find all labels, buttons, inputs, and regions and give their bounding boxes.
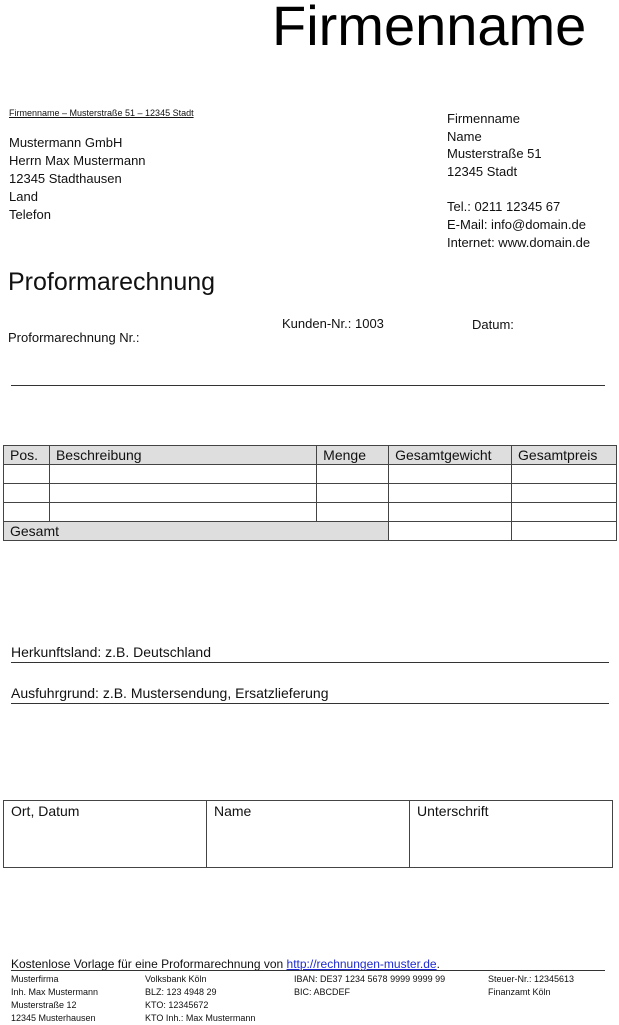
date-label: Datum: <box>472 317 514 332</box>
table-cell[interactable] <box>4 503 50 522</box>
return-address-line: Firmenname – Musterstraße 51 – 12345 Stadt <box>9 108 194 118</box>
document-title: Proformarechnung <box>8 268 216 296</box>
footer-note-end: . <box>436 957 440 971</box>
recipient-line: Herrn Max Mustermann <box>9 153 146 168</box>
footer-line: BIC: ABCDEF <box>294 987 351 997</box>
sender-website: Internet: www.domain.de <box>447 234 591 250</box>
total-weight-cell[interactable] <box>389 522 512 541</box>
invoice-number-label: Proformarechnung Nr.: <box>8 330 140 345</box>
footer-line: IBAN: DE37 1234 5678 9999 9999 99 <box>294 974 446 984</box>
table-cell[interactable] <box>389 484 512 503</box>
table-cell[interactable] <box>512 484 617 503</box>
total-price-cell[interactable] <box>512 522 617 541</box>
recipient-address <box>9 134 146 224</box>
table-cell[interactable] <box>4 484 50 503</box>
footer-line: Finanzamt Köln <box>488 987 551 997</box>
sender-spacer <box>447 180 590 198</box>
table-cell[interactable] <box>512 503 617 522</box>
footer-link[interactable]: http://rechnungen-muster.de <box>286 957 437 971</box>
footer-line: KTO Inh.: Max Mustermann <box>145 1013 256 1023</box>
sender-line: Firmenname <box>447 111 520 126</box>
table-row <box>4 503 617 522</box>
signature-cell[interactable]: Unterschrift <box>410 801 613 868</box>
footer-tax-column <box>488 973 574 999</box>
column-header-quantity: Menge <box>317 446 389 465</box>
footer-line: Volksbank Köln <box>145 974 207 984</box>
footer-note-text: Kostenlose Vorlage für eine Proformarechnung von <box>11 957 287 971</box>
table-cell[interactable] <box>317 484 389 503</box>
footer-bank-column <box>145 973 255 1025</box>
column-header-description: Beschreibung <box>49 446 316 465</box>
footer-line: Musterstraße 12 <box>11 1000 77 1010</box>
table-cell[interactable] <box>49 465 316 484</box>
table-cell[interactable] <box>4 465 50 484</box>
export-reason-field[interactable]: Ausfuhrgrund: z.B. Mustersendung, Ersatzlieferung <box>11 685 329 701</box>
footer-line: KTO: 12345672 <box>145 1000 209 1010</box>
signature-table <box>3 800 613 868</box>
recipient-line: Mustermann GmbH <box>9 135 123 150</box>
table-cell[interactable] <box>49 484 316 503</box>
origin-country-field[interactable]: Herkunftsland: z.B. Deutschland <box>11 644 211 660</box>
footer-divider <box>11 970 605 971</box>
footer-line: 12345 Musterhausen <box>11 1013 96 1023</box>
recipient-line: Land <box>9 189 38 204</box>
sender-line: Musterstraße 51 <box>447 146 542 162</box>
signature-row <box>4 801 613 868</box>
footer-line: BLZ: 123 4948 29 <box>145 987 217 997</box>
column-header-position: Pos. <box>4 446 50 465</box>
recipient-line: 12345 Stadthausen <box>9 171 122 186</box>
sender-block <box>447 110 590 251</box>
recipient-line: Telefon <box>9 207 51 222</box>
column-header-total-weight: Gesamtgewicht <box>389 446 512 465</box>
footer-company-column <box>11 973 98 1025</box>
table-row <box>4 465 617 484</box>
export-reason-underline <box>11 703 609 704</box>
footer-iban-column <box>294 973 445 999</box>
table-row <box>4 484 617 503</box>
place-date-cell[interactable]: Ort, Datum <box>4 801 207 868</box>
items-table <box>3 445 617 541</box>
table-cell[interactable] <box>317 503 389 522</box>
footer-line: Steuer-Nr.: 12345613 <box>488 974 575 984</box>
footer-line: Inh. Max Mustermann <box>11 987 99 997</box>
items-table-header <box>4 446 617 465</box>
sender-line: Name <box>447 128 482 144</box>
sender-line: 12345 Stadt <box>447 163 518 179</box>
customer-number-label: Kunden-Nr.: 1003 <box>282 316 384 331</box>
company-name-header: Firmenname <box>272 0 587 57</box>
table-cell[interactable] <box>389 503 512 522</box>
footer-line: Musterfirma <box>11 974 59 984</box>
table-cell[interactable] <box>49 503 316 522</box>
name-cell[interactable]: Name <box>207 801 410 868</box>
sender-email: E-Mail: info@domain.de <box>447 216 586 232</box>
origin-underline <box>11 662 609 663</box>
total-label: Gesamt <box>4 522 389 541</box>
sender-phone: Tel.: 0211 12345 67 <box>447 199 561 215</box>
table-cell[interactable] <box>389 465 512 484</box>
table-cell[interactable] <box>512 465 617 484</box>
table-cell[interactable] <box>317 465 389 484</box>
header-divider <box>11 385 605 386</box>
table-total-row <box>4 522 617 541</box>
column-header-total-price: Gesamtpreis <box>512 446 617 465</box>
